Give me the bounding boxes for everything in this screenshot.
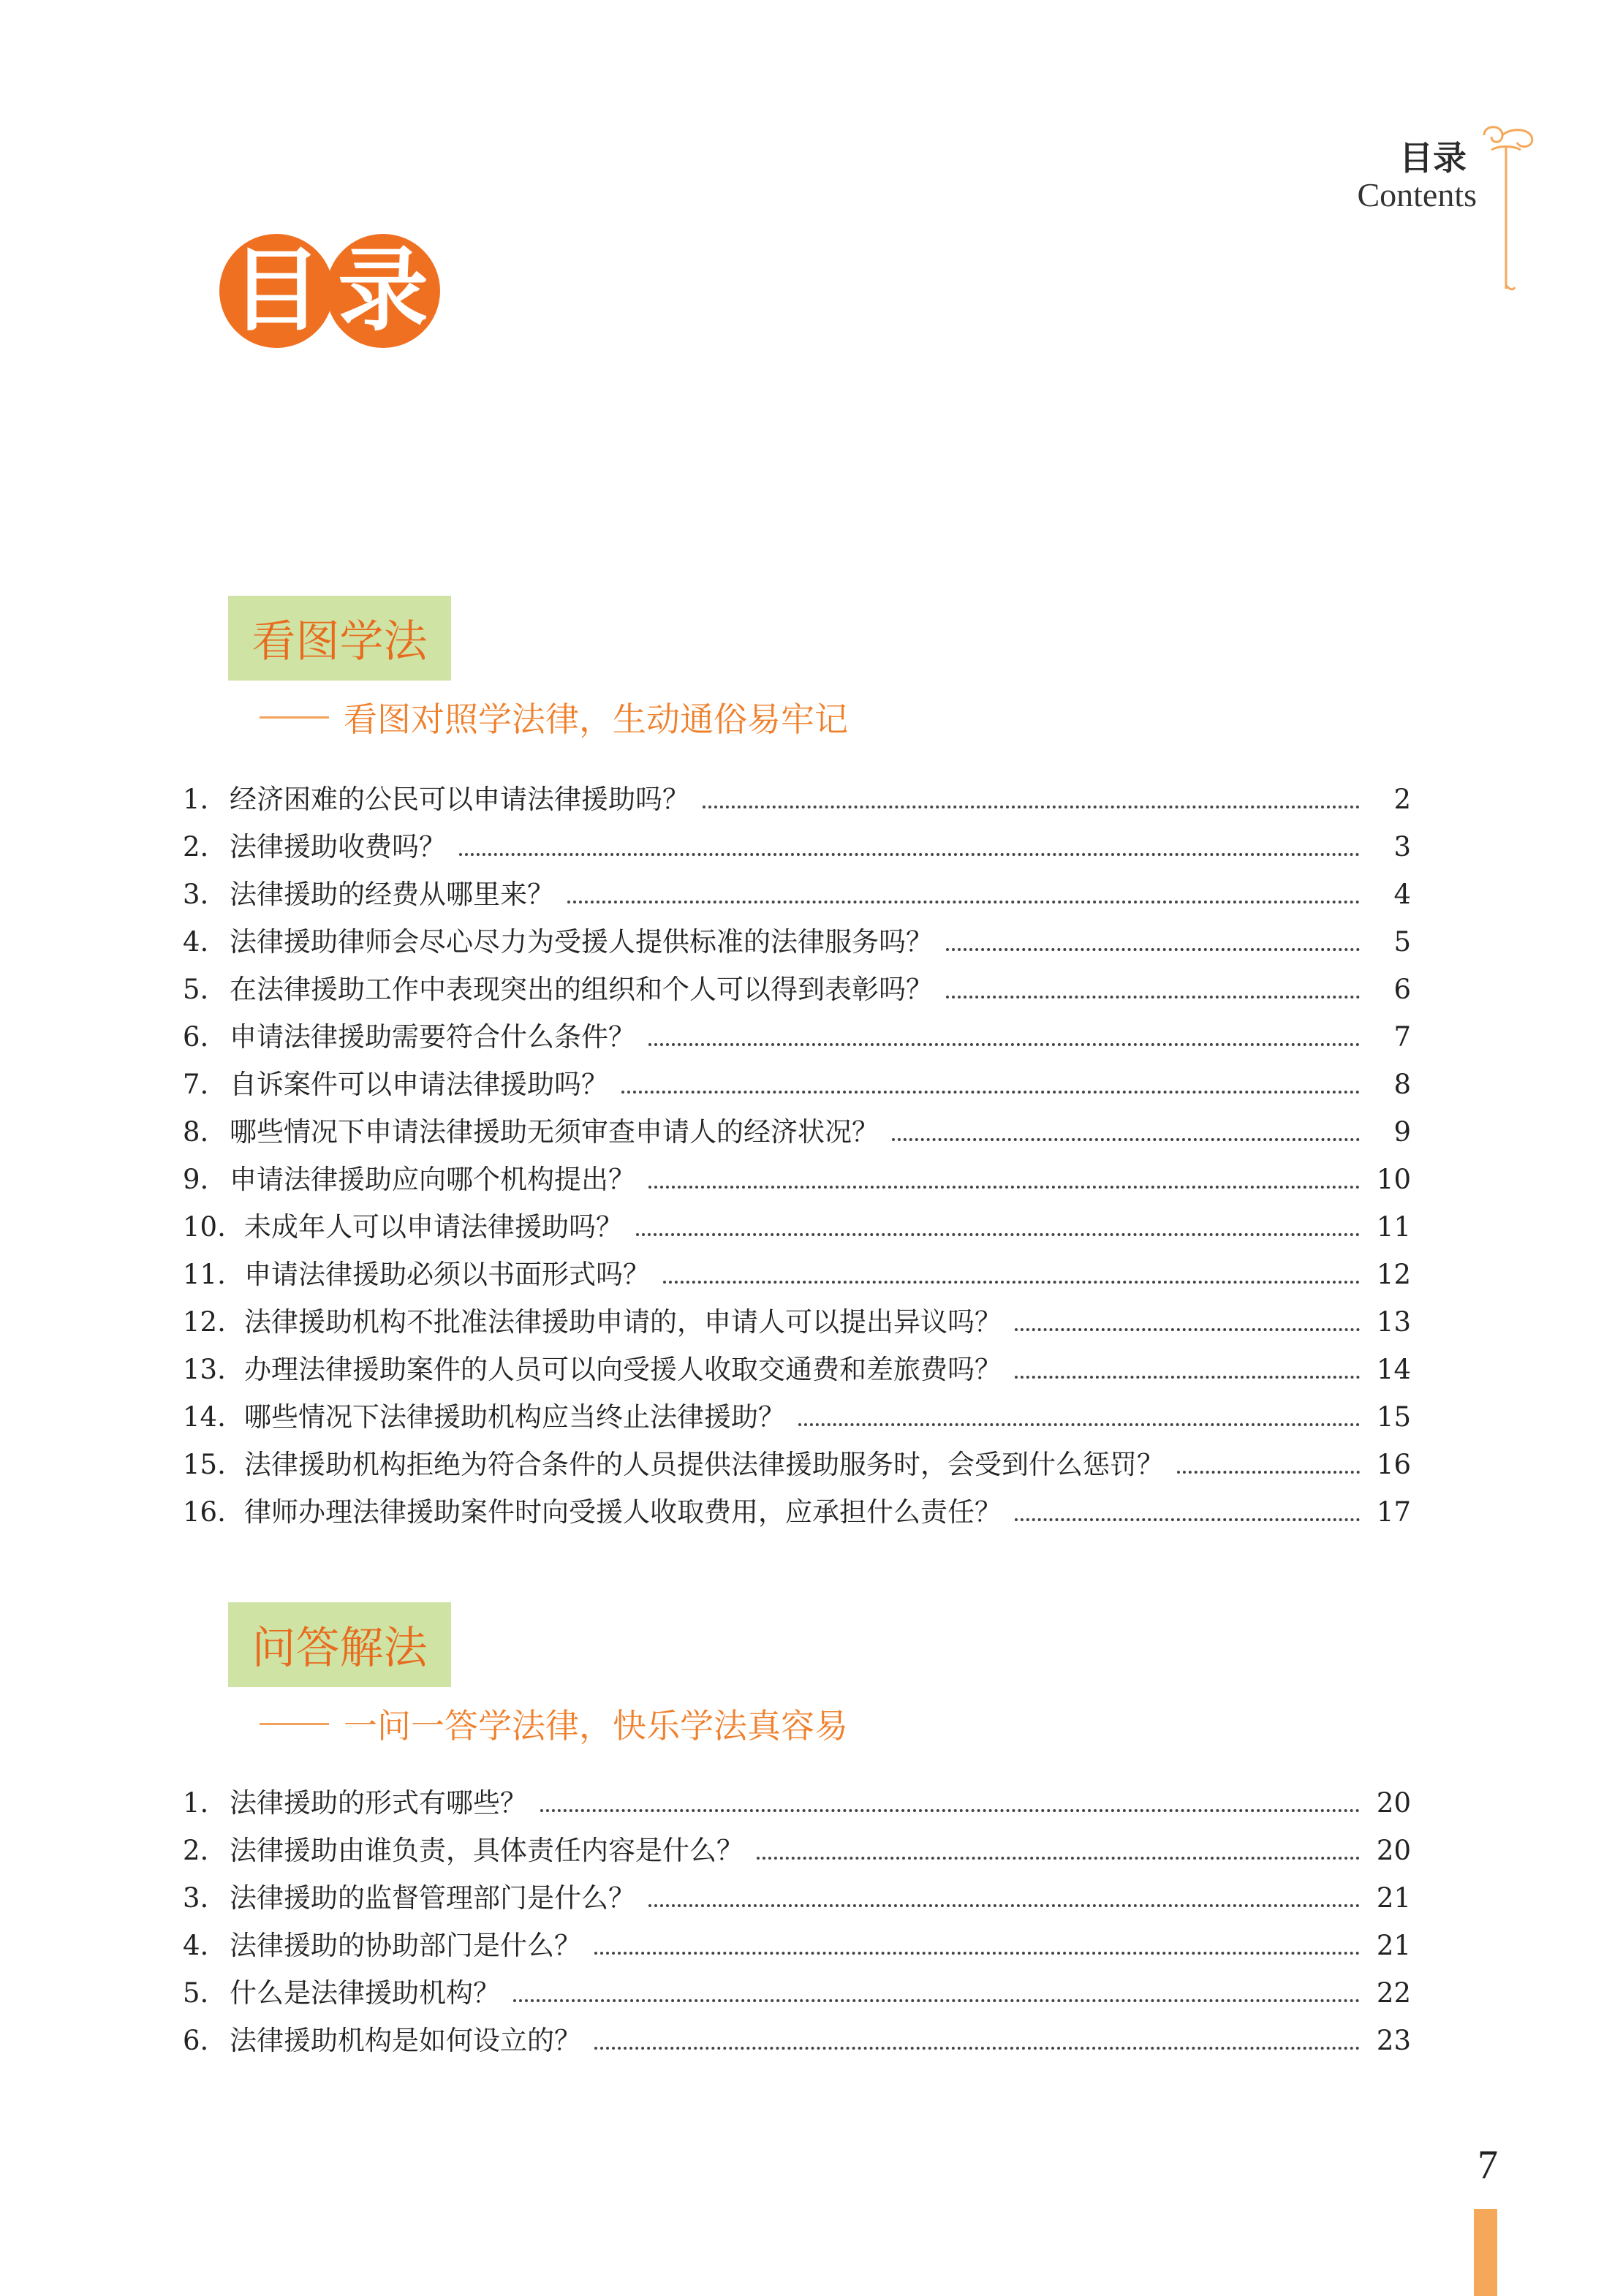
toc-item-num: 15. [183, 1449, 226, 1480]
toc-item[interactable] [183, 1300, 1411, 1347]
toc-item-text: 什么是法律援助机构？ [230, 1977, 500, 2009]
toc-item-text: 法律援助机构是如何设立的？ [230, 2025, 581, 2056]
section-tag-1: 看图学法 [228, 596, 451, 681]
leader-dots [663, 1281, 1360, 1284]
toc-item-num: 4. [183, 926, 209, 958]
toc-item-page: 21 [1376, 1930, 1411, 1961]
toc-item[interactable] [183, 1490, 1411, 1537]
toc-item-page: 15 [1376, 1401, 1411, 1433]
toc-item-page: 8 [1393, 1069, 1411, 1100]
leader-dots [1015, 1518, 1360, 1521]
section-dash-2 [260, 1723, 329, 1725]
toc-item-page: 2 [1393, 784, 1411, 815]
toc-item-num: 1. [183, 784, 209, 815]
leader-dots [540, 1809, 1360, 1812]
toc-item-page: 20 [1376, 1835, 1411, 1866]
leader-dots [513, 1999, 1360, 2002]
toc-item-num: 10. [183, 1211, 226, 1243]
toc-item-page: 14 [1376, 1354, 1411, 1385]
title-char-1: 目 [230, 238, 322, 344]
toc-item[interactable] [183, 1876, 1411, 1923]
toc-item-text: 法律援助机构拒绝为符合条件的人员提供法律援助服务时，会受到什么惩罚？ [244, 1449, 1164, 1480]
toc-item-page: 12 [1376, 1259, 1411, 1290]
toc-item-num: 11. [183, 1259, 226, 1290]
toc-item-page: 23 [1376, 2025, 1411, 2056]
toc-item-num: 12. [183, 1306, 226, 1338]
toc-item[interactable] [183, 1395, 1411, 1442]
toc-item-page: 13 [1376, 1306, 1411, 1338]
big-title [219, 234, 453, 351]
toc-item[interactable] [183, 1205, 1411, 1252]
scroll-ornament-icon [1469, 121, 1543, 296]
leader-dots [648, 1904, 1360, 1907]
leader-dots [703, 806, 1360, 808]
leader-dots [621, 1091, 1360, 1094]
leader-dots [757, 1857, 1360, 1860]
toc-item-text: 法律援助收费吗？ [230, 831, 446, 863]
toc-item-text: 未成年人可以申请法律援助吗？ [244, 1211, 623, 1243]
toc-item[interactable] [183, 1110, 1411, 1157]
toc-item-text: 律师办理法律援助案件时向受援人收取费用，应承担什么责任？ [244, 1496, 1002, 1528]
leader-dots [1015, 1328, 1360, 1331]
toc-item-page: 11 [1376, 1211, 1411, 1243]
toc-item[interactable] [183, 1971, 1411, 2018]
toc-item[interactable] [183, 1828, 1411, 1876]
toc-item[interactable] [183, 2018, 1411, 2066]
toc-item-num: 8. [183, 1116, 209, 1148]
toc-item[interactable] [183, 1923, 1411, 1971]
toc-item[interactable] [183, 1157, 1411, 1205]
toc-item-num: 13. [183, 1354, 226, 1385]
toc-item-num: 5. [183, 974, 209, 1005]
toc-item-page: 4 [1393, 879, 1411, 910]
toc-item-text: 法律援助的监督管理部门是什么？ [230, 1882, 635, 1914]
toc-item-text: 经济困难的公民可以申请法律援助吗？ [230, 784, 689, 815]
toc-item-num: 6. [183, 2025, 209, 2056]
leader-dots [636, 1233, 1360, 1236]
leader-dots [594, 1952, 1360, 1955]
leader-dots [567, 901, 1360, 903]
toc-item-num: 4. [183, 1930, 209, 1961]
toc-item-text: 法律援助的经费从哪里来？ [230, 879, 554, 910]
section-subtitle-1: 看图对照学法律，生动通俗易牢记 [344, 700, 848, 739]
leader-dots [648, 1186, 1360, 1189]
toc-item[interactable] [183, 1015, 1411, 1062]
toc-item-text: 哪些情况下申请法律援助无须审查申请人的经济状况？ [230, 1116, 879, 1148]
toc-item-text: 申请法律援助应向哪个机构提出？ [230, 1164, 635, 1195]
page-number: 7 [1478, 2142, 1498, 2188]
toc-item[interactable] [183, 1062, 1411, 1110]
page-edge-tab [1474, 2209, 1497, 2296]
leader-dots [892, 1138, 1360, 1141]
toc-item-text: 申请法律援助必须以书面形式吗？ [244, 1259, 650, 1290]
toc-item-num: 2. [183, 831, 209, 863]
leader-dots [648, 1043, 1360, 1046]
toc-item-num: 6. [183, 1021, 209, 1053]
toc-item[interactable] [183, 777, 1411, 825]
toc-item-text: 法律援助律师会尽心尽力为受援人提供标准的法律服务吗？ [230, 926, 933, 958]
toc-item-num: 9. [183, 1164, 209, 1195]
toc-item[interactable] [183, 1252, 1411, 1300]
toc-item[interactable] [183, 872, 1411, 920]
leader-dots [946, 948, 1360, 951]
toc-item-page: 6 [1393, 974, 1411, 1005]
toc-item-num: 7. [183, 1069, 209, 1100]
toc-item-page: 17 [1376, 1496, 1411, 1528]
toc-item-num: 5. [183, 1977, 209, 2009]
toc-item-num: 16. [183, 1496, 226, 1528]
toc-item-num: 2. [183, 1835, 209, 1866]
toc-item-text: 在法律援助工作中表现突出的组织和个人可以得到表彰吗？ [230, 974, 933, 1005]
toc-item-num: 3. [183, 1882, 209, 1914]
toc-item-page: 22 [1376, 1977, 1411, 2009]
leader-dots [1177, 1471, 1360, 1474]
section-tag-2: 问答解法 [228, 1602, 451, 1687]
toc-item-page: 20 [1376, 1787, 1411, 1819]
toc-item-text: 法律援助的协助部门是什么？ [230, 1930, 581, 1961]
title-char-2: 录 [337, 238, 428, 344]
toc-item[interactable] [183, 967, 1411, 1015]
toc-item[interactable] [183, 920, 1411, 967]
toc-item-page: 9 [1393, 1116, 1411, 1148]
toc-item-text: 法律援助由谁负责，具体责任内容是什么？ [230, 1835, 744, 1866]
toc-item-text: 哪些情况下法律援助机构应当终止法律援助？ [244, 1401, 785, 1433]
toc-item[interactable] [183, 1347, 1411, 1395]
toc-item-text: 法律援助的形式有哪些？ [230, 1787, 527, 1819]
toc-item-page: 10 [1376, 1164, 1411, 1195]
leader-dots [946, 996, 1360, 999]
toc-item[interactable] [183, 1442, 1411, 1490]
toc-item-page: 16 [1376, 1449, 1411, 1480]
toc-item-page: 21 [1376, 1882, 1411, 1914]
toc-item-text: 法律援助机构不批准法律援助申请的，申请人可以提出异议吗？ [244, 1306, 1002, 1338]
toc-item-text: 自诉案件可以申请法律援助吗？ [230, 1069, 608, 1100]
leader-dots [1015, 1376, 1360, 1379]
toc-item-page: 3 [1393, 831, 1411, 863]
header-title-cn: 目录 [1399, 138, 1467, 178]
toc-list-2 [183, 1781, 1411, 2066]
section-dash-1 [260, 716, 329, 719]
toc-item-page: 5 [1393, 926, 1411, 958]
leader-dots [594, 2047, 1360, 2050]
toc-item[interactable] [183, 825, 1411, 872]
toc-item[interactable] [183, 1781, 1411, 1828]
section-subtitle-2: 一问一答学法律，快乐学法真容易 [344, 1706, 848, 1746]
header-title-en: Contents [1357, 176, 1477, 213]
leader-dots [798, 1423, 1360, 1426]
toc-item-num: 1. [183, 1787, 209, 1819]
toc-item-num: 3. [183, 879, 209, 910]
toc-item-page: 7 [1393, 1021, 1411, 1053]
toc-item-num: 14. [183, 1401, 226, 1433]
toc-item-text: 办理法律援助案件的人员可以向受援人收取交通费和差旅费吗？ [244, 1354, 1002, 1385]
toc-list-1 [183, 777, 1411, 1537]
toc-item-text: 申请法律援助需要符合什么条件？ [230, 1021, 635, 1053]
leader-dots [459, 853, 1360, 856]
